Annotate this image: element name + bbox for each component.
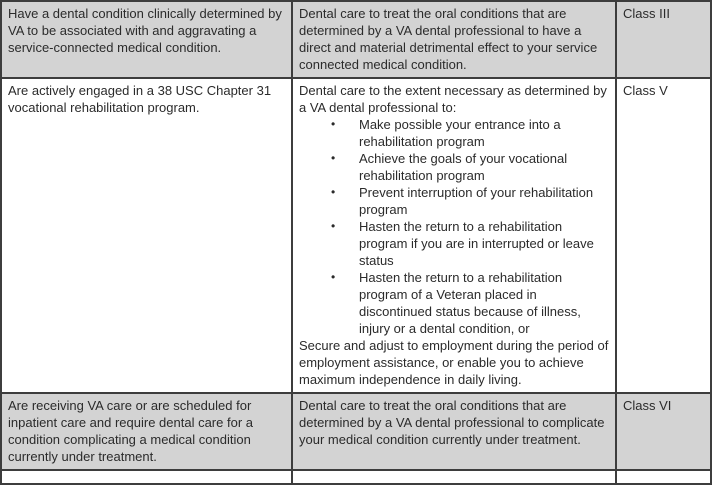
table-row	[2, 79, 710, 394]
table-row	[2, 2, 710, 79]
care-bullet-list	[299, 116, 609, 337]
care-cell	[293, 79, 617, 392]
class-label: Class V	[623, 83, 668, 98]
care-outro-text: Secure and adjust to employment during the period of employment assistance, or enable you to achieve maximum independence in daily living.	[299, 338, 609, 387]
care-cell	[293, 471, 617, 483]
care-intro-text: Dental care to the extent necessary as determined by a VA dental professional to:	[299, 83, 607, 115]
care-intro-text: Dental care to treat the oral conditions that are determined by a VA dental professional to have a direct and material detrimental effect to your service connected medical condition.	[299, 6, 598, 72]
condition-text: Have a dental condition clinically determined by VA to be associated with and aggravating a service-connected medical condition.	[8, 6, 282, 55]
care-cell	[293, 2, 617, 77]
class-cell	[617, 394, 710, 469]
class-cell	[617, 471, 710, 483]
care-bullet-item: • Make possible your entrance into a rehabilitation program	[299, 116, 609, 150]
table-row-partial	[2, 471, 710, 483]
care-bullet-item: • Hasten the return to a rehabilitation program of a Veteran placed in discontinued status because of illness, injury or a dental condition, or	[299, 269, 609, 337]
class-label: Class III	[623, 6, 670, 21]
condition-cell	[2, 79, 293, 392]
class-label: Class VI	[623, 398, 672, 413]
care-bullet-item: • Achieve the goals of your vocational rehabilitation program	[299, 150, 609, 184]
class-cell	[617, 2, 710, 77]
condition-cell	[2, 394, 293, 469]
care-bullet-item: • Prevent interruption of your rehabilitation program	[299, 184, 609, 218]
care-bullet-item: • Hasten the return to a rehabilitation program if you are in interrupted or leave status	[299, 218, 609, 269]
care-cell	[293, 394, 617, 469]
condition-cell	[2, 471, 293, 483]
condition-text: Are receiving VA care or are scheduled for inpatient care and require dental care for a condition complicating a medical condition currently under treatment.	[8, 398, 253, 464]
condition-text: Are actively engaged in a 38 USC Chapter 31 vocational rehabilitation program.	[8, 83, 272, 115]
class-cell	[617, 79, 710, 392]
table-row	[2, 394, 710, 471]
condition-cell	[2, 2, 293, 77]
care-intro-text: Dental care to treat the oral conditions that are determined by a VA dental professional to complicate your medical condition currently under treatment.	[299, 398, 605, 447]
